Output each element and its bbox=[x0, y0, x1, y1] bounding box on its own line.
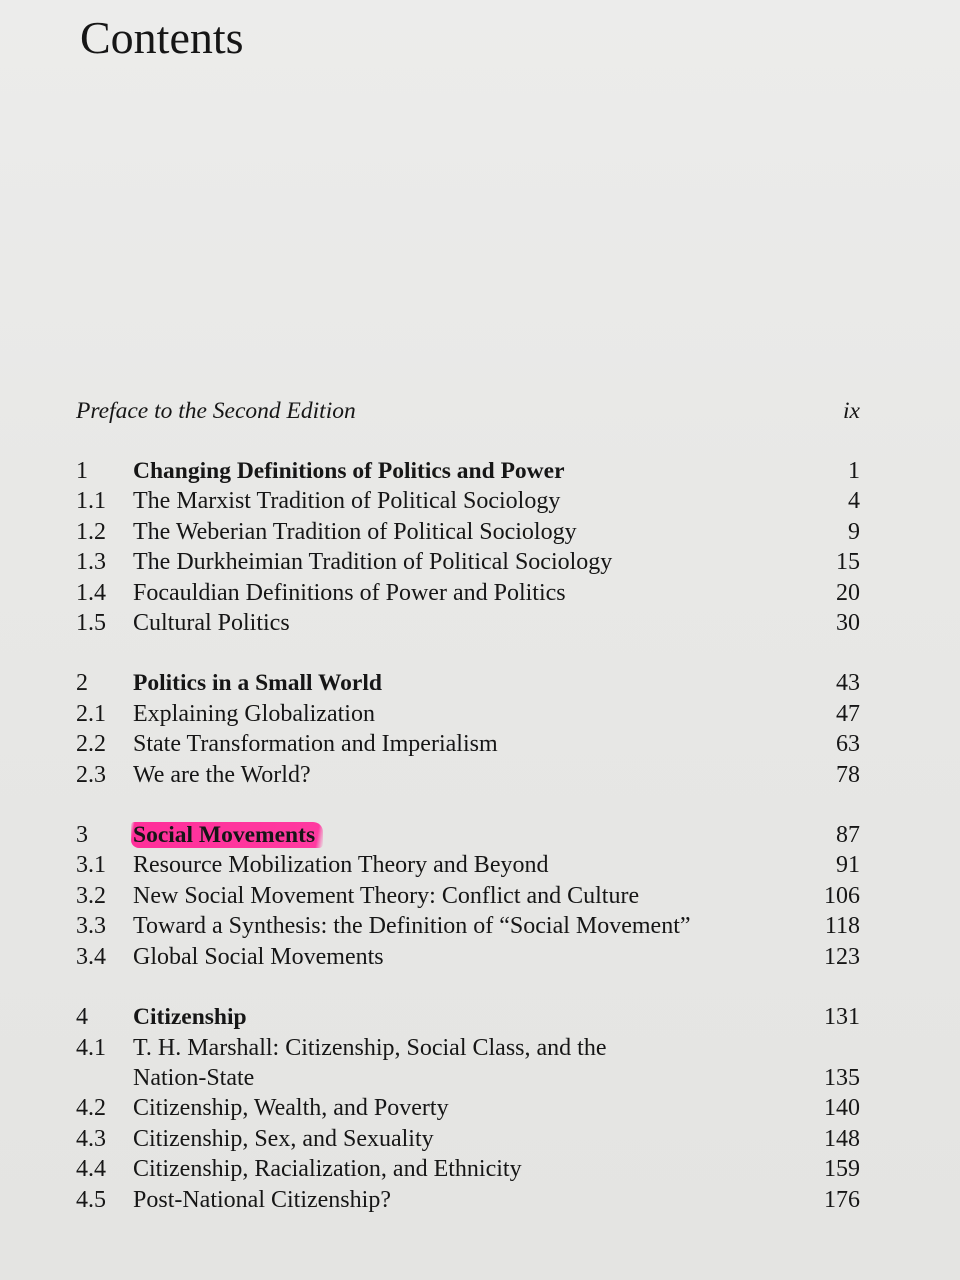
section-number: 3.4 bbox=[76, 943, 106, 970]
section-entry bbox=[76, 1033, 860, 1094]
section-page: 9 bbox=[848, 518, 860, 545]
section-title: We are the World? bbox=[133, 761, 311, 788]
chapter-2 bbox=[76, 668, 860, 790]
section-page: 15 bbox=[836, 549, 860, 576]
section-title: Toward a Synthesis: the Definition of “Social Movement” bbox=[133, 913, 691, 940]
section-entry bbox=[76, 760, 860, 790]
preface-title: Preface to the Second Edition bbox=[76, 398, 356, 424]
chapter-number: 1 bbox=[76, 458, 88, 484]
section-entry bbox=[76, 850, 860, 880]
chapter-page: 1 bbox=[848, 458, 860, 484]
section-page: 30 bbox=[836, 610, 860, 637]
chapter-heading bbox=[76, 456, 860, 486]
section-page: 63 bbox=[836, 731, 860, 758]
table-of-contents bbox=[76, 396, 860, 1245]
section-page: 91 bbox=[836, 852, 860, 879]
section-entry bbox=[76, 608, 860, 638]
chapter-number: 4 bbox=[76, 1004, 88, 1031]
section-page: 140 bbox=[824, 1095, 860, 1122]
section-number: 1.2 bbox=[76, 518, 106, 545]
section-entry bbox=[76, 699, 860, 729]
chapter-heading bbox=[76, 1002, 860, 1032]
section-title: Citizenship, Racialization, and Ethnicity bbox=[133, 1156, 522, 1183]
chapter-page: 131 bbox=[824, 1004, 860, 1031]
section-page: 78 bbox=[836, 761, 860, 788]
section-number: 2.3 bbox=[76, 761, 106, 788]
section-title: Global Social Movements bbox=[133, 943, 384, 970]
section-entry bbox=[76, 729, 860, 759]
section-number: 2.2 bbox=[76, 731, 106, 758]
chapter-page: 43 bbox=[836, 670, 860, 697]
section-title: The Weberian Tradition of Political Sociology bbox=[133, 518, 577, 545]
section-entry bbox=[76, 1124, 860, 1154]
section-page: 176 bbox=[824, 1186, 860, 1213]
section-number: 1.3 bbox=[76, 549, 106, 576]
chapter-1 bbox=[76, 456, 860, 638]
section-title: Citizenship, Sex, and Sexuality bbox=[133, 1125, 434, 1152]
section-title: Cultural Politics bbox=[133, 610, 290, 637]
section-entry bbox=[76, 517, 860, 547]
section-title: Citizenship, Wealth, and Poverty bbox=[133, 1095, 449, 1122]
section-number: 1.5 bbox=[76, 610, 106, 637]
chapter-heading bbox=[76, 668, 860, 698]
chapter-heading bbox=[76, 820, 860, 850]
chapter-3 bbox=[76, 820, 860, 972]
section-title: Focauldian Definitions of Power and Politics bbox=[133, 579, 566, 606]
section-page: 4 bbox=[848, 488, 860, 515]
section-page: 106 bbox=[824, 882, 860, 909]
section-title: Resource Mobilization Theory and Beyond bbox=[133, 852, 549, 879]
chapter-number: 3 bbox=[76, 822, 88, 849]
chapter-title-wrapper bbox=[133, 820, 790, 850]
toc-preface-entry bbox=[76, 396, 860, 426]
section-page: 123 bbox=[824, 943, 860, 970]
section-page: 148 bbox=[824, 1125, 860, 1152]
section-title: T. H. Marshall: Citizenship, Social Class, and the bbox=[133, 1034, 607, 1061]
preface-page: ix bbox=[843, 398, 860, 424]
section-number: 3.3 bbox=[76, 913, 106, 940]
section-entry bbox=[76, 911, 860, 941]
section-page: 118 bbox=[824, 913, 860, 940]
section-title: The Marxist Tradition of Political Sociology bbox=[133, 488, 561, 515]
section-entry bbox=[76, 942, 860, 972]
section-title: Post-National Citizenship? bbox=[133, 1186, 391, 1213]
section-number: 1.4 bbox=[76, 579, 106, 606]
section-number: 4.3 bbox=[76, 1125, 106, 1152]
section-page: 20 bbox=[836, 579, 860, 606]
section-page: 159 bbox=[824, 1156, 860, 1183]
section-entry bbox=[76, 486, 860, 516]
chapter-number: 2 bbox=[76, 670, 88, 697]
chapter-page: 87 bbox=[836, 822, 860, 849]
section-title: The Durkheimian Tradition of Political Sociology bbox=[133, 549, 613, 576]
section-entry bbox=[76, 547, 860, 577]
section-title: State Transformation and Imperialism bbox=[133, 731, 498, 758]
section-number: 4.1 bbox=[76, 1034, 106, 1061]
chapter-4 bbox=[76, 1002, 860, 1215]
chapter-title: Changing Definitions of Politics and Power bbox=[133, 458, 565, 484]
section-number: 4.5 bbox=[76, 1186, 106, 1213]
section-number: 4.4 bbox=[76, 1156, 106, 1183]
chapter-title: Citizenship bbox=[133, 1004, 247, 1031]
section-title-wrapper bbox=[133, 1033, 790, 1094]
chapter-title: Politics in a Small World bbox=[133, 670, 382, 697]
section-entry bbox=[76, 1185, 860, 1215]
section-number: 3.2 bbox=[76, 882, 106, 909]
section-page: 135 bbox=[824, 1064, 860, 1091]
section-page: 47 bbox=[836, 700, 860, 727]
section-number: 1.1 bbox=[76, 488, 106, 515]
section-entry bbox=[76, 1154, 860, 1184]
section-number: 3.1 bbox=[76, 852, 106, 879]
section-number: 2.1 bbox=[76, 700, 106, 727]
section-title: New Social Movement Theory: Conflict and Culture bbox=[133, 882, 640, 909]
section-entry bbox=[76, 578, 860, 608]
section-title: Explaining Globalization bbox=[133, 700, 375, 727]
section-entry bbox=[76, 881, 860, 911]
page-title: Contents bbox=[80, 12, 244, 63]
section-number: 4.2 bbox=[76, 1095, 106, 1122]
highlighted-chapter-title: Social Movements bbox=[131, 822, 323, 848]
section-entry bbox=[76, 1093, 860, 1123]
section-title-continuation: Nation-State bbox=[133, 1064, 255, 1091]
